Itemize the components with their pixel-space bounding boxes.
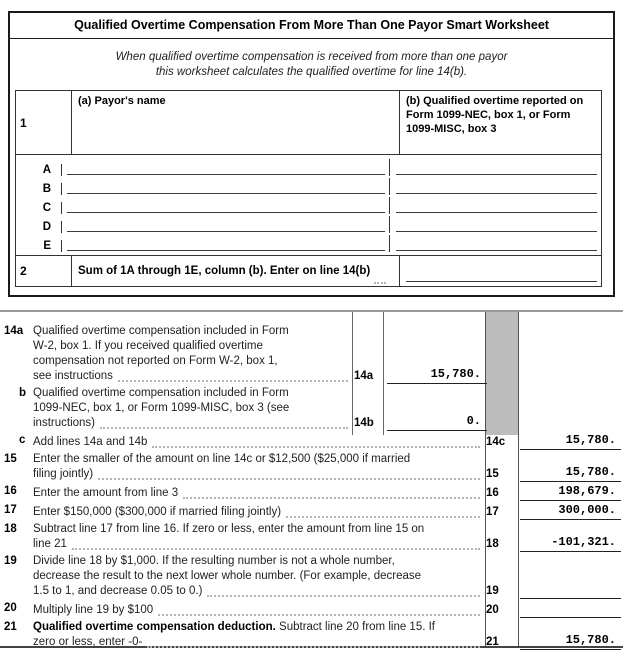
form-line-19 [0, 554, 623, 599]
line-17-amount-field[interactable] [520, 503, 621, 520]
payor-name-field-a[interactable] [67, 159, 385, 175]
amount-value: 15,780. [565, 465, 616, 479]
line-number: c [19, 434, 26, 446]
line-ref-label: 14b [354, 417, 374, 429]
line-19-amount-field[interactable] [520, 582, 621, 599]
payor-name-field-b[interactable] [67, 178, 385, 194]
line-text-fragment: compensation not reported on Form W-2, box 1, [33, 355, 278, 367]
line-text-fragment: zero or less, enter -0- [33, 636, 143, 648]
row1-number: 1 [20, 115, 27, 130]
payor-rows [16, 154, 601, 255]
line-text-fragment: instructions) [33, 417, 95, 429]
form-line-17 [0, 503, 623, 520]
line-ref-label: 17 [486, 506, 499, 518]
amount-value: 0. [466, 414, 481, 428]
row-letter: A [16, 164, 62, 176]
line-text-fragment: Subtract line 17 from line 16. If zero or less, enter the amount from line 15 on [33, 523, 425, 535]
line-text [33, 620, 483, 650]
line-14c-amount-field[interactable] [520, 433, 621, 450]
line-number: b [19, 387, 27, 399]
line-text-fragment: Qualified overtime compensation included in Form [33, 325, 289, 337]
line-text-fragment: Subtract line 20 from line 15. If [279, 621, 435, 633]
instruction-line-2: this worksheet calculates the qualified overtime for line 14(b). [155, 66, 468, 78]
line-text-fragment: Qualified overtime compensation included in Form [33, 387, 289, 399]
line-ref-label: 15 [486, 468, 499, 480]
amount-value: 15,780. [565, 433, 616, 447]
col-a-header-cell [72, 91, 400, 154]
form-line-14c [0, 433, 623, 450]
payor-row-d [16, 214, 601, 233]
line-20-amount-field[interactable] [520, 601, 621, 618]
line-text-fragment: filing jointly) [33, 468, 94, 480]
form-line-21 [0, 620, 623, 650]
line-number: 19 [4, 555, 17, 567]
line-text [33, 386, 351, 431]
payor-row-e [16, 233, 601, 252]
worksheet-instructions [10, 39, 613, 80]
line-ref-label: 20 [486, 604, 499, 616]
payor-amount-field-c[interactable] [396, 197, 597, 213]
form-line-14b [0, 386, 623, 431]
line-text-fragment: line 21 [33, 538, 67, 550]
instruction-line-1: When qualified overtime compensation is received from more than one payor [115, 51, 508, 63]
payor-amount-field-d[interactable] [396, 216, 597, 232]
sum-row [16, 255, 601, 286]
line-text [33, 324, 351, 384]
form-line-15 [0, 452, 623, 482]
line-text-fragment: Multiply line 19 by $100 [33, 604, 154, 616]
payor-row-a [16, 157, 601, 176]
line-text-fragment: Enter the smaller of the amount on line 14c or $12,500 ($25,000 if married [33, 453, 411, 465]
sum-amount-field[interactable] [406, 266, 597, 282]
amount-value: -101,321. [551, 535, 616, 549]
line-ref-label: 16 [486, 487, 499, 499]
line-text-fragment: Divide line 18 by $1,000. If the resulting number is not a whole number, [33, 555, 395, 567]
line-number: 20 [4, 602, 17, 614]
dot-leader [118, 370, 348, 382]
line-ref-label: 14a [354, 370, 374, 382]
line-text [33, 522, 483, 552]
form-line-16 [0, 484, 623, 501]
dot-leader [183, 487, 480, 499]
form-line-20 [0, 601, 623, 618]
line-text [33, 603, 483, 618]
line-text [33, 435, 483, 450]
payor-name-field-d[interactable] [67, 216, 385, 232]
line-text-fragment: 1.5 to 1, and decrease 0.05 to 0.) [33, 585, 203, 597]
line-text [33, 486, 483, 501]
dot-leader [98, 468, 480, 480]
row2-number: 2 [20, 264, 27, 278]
row-letter: E [16, 240, 62, 252]
dot-leader [147, 636, 480, 648]
line-18-amount-field[interactable] [520, 535, 621, 552]
col-a-header: (a) Payor's name [78, 95, 166, 107]
dot-leader [286, 506, 480, 518]
payor-name-field-e[interactable] [67, 235, 385, 251]
line-number: 15 [4, 453, 17, 465]
line-text [33, 505, 483, 520]
sum-amount-cell [400, 256, 601, 286]
amount-value: 15,780. [565, 633, 616, 647]
line-text-fragment: Add lines 14a and 14b [33, 436, 148, 448]
payor-table [15, 90, 602, 287]
line-14b-amount-field[interactable] [387, 414, 487, 431]
smart-worksheet-box [8, 11, 615, 297]
payor-amount-field-e[interactable] [396, 235, 597, 251]
line-21-amount-field[interactable] [520, 633, 621, 650]
amount-value: 300,000. [558, 503, 616, 517]
payor-row-c [16, 195, 601, 214]
amount-value: 15,780. [430, 367, 481, 381]
row-letter: C [16, 202, 62, 214]
form-lines-section [0, 310, 623, 648]
line-text-bold-lead: Qualified overtime compensation deduction. [33, 621, 276, 633]
amount-value: 198,679. [558, 484, 616, 498]
line-14a-amount-field[interactable] [387, 367, 487, 384]
worksheet-title: Qualified Overtime Compensation From More Than One Payor Smart Worksheet [10, 13, 613, 39]
line-text-fragment: 1099-NEC, box 1, or Form 1099-MISC, box 3 (see [33, 402, 290, 414]
line-text [33, 452, 483, 482]
line-number: 14a [4, 325, 24, 337]
form-line-18 [0, 522, 623, 552]
line-15-amount-field[interactable] [520, 465, 621, 482]
line-number: 18 [4, 523, 17, 535]
col-b-header: (b) Qualified overtime reported on Form 1099-NEC, box 1, or Form 1099-MISC, box 3 [406, 95, 584, 135]
col-b-header-cell [400, 91, 601, 154]
dot-leader [207, 585, 480, 597]
row-letter: D [16, 221, 62, 233]
sum-label-cell [72, 256, 400, 286]
payor-amount-field-a[interactable] [396, 159, 597, 175]
sum-label: Sum of 1A through 1E, column (b). Enter on line 14(b) [78, 265, 371, 277]
line-ref-label: 18 [486, 538, 499, 550]
line-16-amount-field[interactable] [520, 484, 621, 501]
dot-leader [100, 417, 348, 429]
line-text-fragment: Enter $150,000 ($300,000 if married filing jointly) [33, 506, 282, 518]
row1-number-cell [16, 91, 72, 154]
line-ref-label: 19 [486, 585, 499, 597]
form-line-14a [0, 324, 623, 384]
line-number: 21 [4, 621, 17, 633]
line-text-fragment: W-2, box 1. If you received qualified overtime [33, 340, 263, 352]
line-text-fragment: Enter the amount from line 3 [33, 487, 179, 499]
dot-leader [152, 436, 480, 448]
row2-number-cell [16, 256, 72, 286]
payor-amount-field-b[interactable] [396, 178, 597, 194]
payor-name-field-c[interactable] [67, 197, 385, 213]
row-letter: B [16, 183, 62, 195]
line-text-fragment: see instructions [33, 370, 113, 382]
line-number: 17 [4, 504, 17, 516]
dot-leader [72, 538, 480, 550]
line-ref-label: 21 [486, 636, 499, 648]
payor-table-header-row [16, 91, 601, 154]
payor-row-b [16, 176, 601, 195]
line-text [33, 554, 483, 599]
line-ref-label: 14c [486, 436, 506, 448]
line-text-fragment: decrease the result to the next lower whole number. (For example, decrease [33, 570, 422, 582]
dot-leader [374, 273, 386, 284]
line-number: 16 [4, 485, 17, 497]
dot-leader [158, 604, 480, 616]
